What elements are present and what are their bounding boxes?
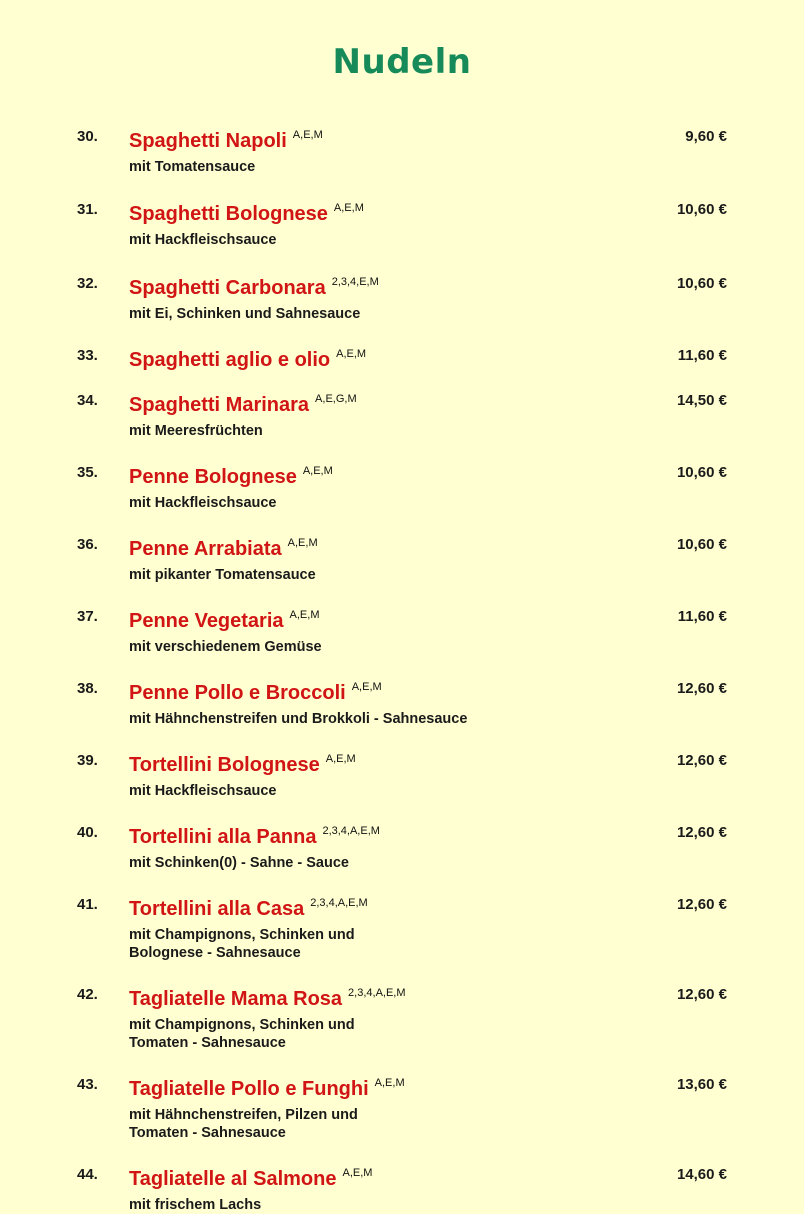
dish-price: 10,60 € [676,464,727,481]
menu-list [0,104,804,1214]
dish-price: 11,60 € [677,347,727,364]
dish-price: 12,60 € [676,824,727,841]
item-content [129,674,647,728]
dish-description: mit Meeresfrüchten [129,423,263,439]
item-number: 43. [77,1076,98,1093]
item-name-line [129,1160,647,1194]
item-number: 37. [77,608,98,625]
dish-description: mit Hackfleischsauce [129,495,277,511]
allergen-codes: A,E,M [336,348,367,360]
dish-name: Tagliatelle al Salmone [129,1168,337,1190]
item-name-line [129,746,647,780]
item-name-line [129,890,647,924]
dish-name: Tortellini alla Panna [129,826,317,848]
dish-description: mit Champignons, Schinken und Bolognese - Sahnesauce [129,927,355,961]
item-number: 41. [77,896,98,913]
menu-item [0,458,804,512]
item-name-line [129,980,647,1014]
allergen-codes: A,E,M [287,537,318,549]
dish-description: mit Champignons, Schinken und Tomaten - Sahnesauce [129,1017,355,1051]
menu-item [0,269,804,323]
dish-name: Spaghetti Carbonara [129,277,326,299]
dish-name: Penne Vegetaria [129,610,284,632]
dish-description: mit verschiedenem Gemüse [129,639,322,655]
item-name-line [129,674,647,708]
allergen-codes: A,E,M [302,465,333,477]
allergen-codes: A,E,M [374,1077,405,1089]
item-name-line [129,122,647,156]
item-content [129,1070,647,1142]
dish-description: mit Hähnchenstreifen, Pilzen und Tomaten - Sahnesauce [129,1107,358,1141]
item-content [129,890,647,962]
menu-item [0,386,804,440]
item-number: 39. [77,752,98,769]
item-number: 34. [77,392,98,409]
item-content [129,386,647,440]
item-content [129,1160,647,1214]
page-title: Nudeln [332,42,472,82]
dish-name: Spaghetti Marinara [129,394,310,416]
dish-description: mit Hähnchenstreifen und Brokkoli - Sahnesauce [129,711,468,727]
menu-item [0,341,804,375]
menu-item [0,980,804,1052]
item-content [129,269,647,323]
allergen-codes: A,E,G,M [315,393,357,405]
dish-price: 14,50 € [676,392,727,409]
item-content [129,818,647,872]
dish-name: Tortellini Bolognese [129,754,320,776]
dish-name: Penne Bolognese [129,466,297,488]
allergen-codes: A,E,M [351,681,382,693]
item-content [129,458,647,512]
dish-description: mit Hackfleischsauce [129,783,277,799]
menu-item [0,674,804,728]
item-number: 31. [77,201,98,218]
item-content [129,980,647,1052]
item-name-line [129,386,647,420]
allergen-codes: A,E,M [333,202,364,214]
dish-name: Spaghetti Bolognese [129,203,328,225]
allergen-codes: 2,3,4,A,E,M [348,987,406,999]
dish-price: 10,60 € [676,201,727,218]
item-name-line [129,341,647,375]
dish-description: mit Schinken(0) - Sahne - Sauce [129,855,349,871]
dish-description: mit Hackfleischsauce [129,232,277,248]
menu-item [0,1160,804,1214]
item-number: 42. [77,986,98,1003]
item-content [129,602,647,656]
item-number: 33. [77,347,98,364]
item-number: 40. [77,824,98,841]
dish-price: 9,60 € [685,128,727,145]
item-number: 32. [77,275,98,292]
menu-item [0,530,804,584]
dish-name: Spaghetti aglio e olio [129,349,331,371]
item-number: 30. [77,128,98,145]
dish-price: 10,60 € [676,536,727,553]
item-name-line [129,530,647,564]
menu-item [0,818,804,872]
menu-item [0,122,804,176]
item-number: 35. [77,464,98,481]
dish-name: Tortellini alla Casa [129,898,305,920]
item-name-line [129,602,647,636]
dish-name: Penne Pollo e Broccoli [129,682,346,704]
menu-item [0,890,804,962]
allergen-codes: 2,3,4,A,E,M [310,897,368,909]
item-content [129,530,647,584]
allergen-codes: A,E,M [325,753,356,765]
allergen-codes: A,E,M [289,609,320,621]
dish-description: mit Ei, Schinken und Sahnesauce [129,306,361,322]
allergen-codes: A,E,M [292,129,323,141]
dish-name: Tagliatelle Mama Rosa [129,988,343,1010]
menu-item [0,746,804,800]
allergen-codes: 2,3,4,E,M [331,276,379,288]
item-content [129,122,647,176]
allergen-codes: A,E,M [342,1167,373,1179]
menu-item [0,602,804,656]
dish-price: 12,60 € [676,896,727,913]
menu-item [0,1070,804,1142]
item-name-line [129,458,647,492]
item-number: 38. [77,680,98,697]
item-number: 36. [77,536,98,553]
dish-name: Spaghetti Napoli [129,130,287,152]
dish-description: mit frischem Lachs [129,1197,262,1213]
item-number: 44. [77,1166,98,1183]
item-content [129,746,647,800]
dish-price: 12,60 € [676,752,727,769]
dish-description: mit Tomatensauce [129,159,256,175]
dish-name: Penne Arrabiata [129,538,282,560]
menu-item [0,195,804,249]
allergen-codes: 2,3,4,A,E,M [322,825,380,837]
item-name-line [129,195,647,229]
item-content [129,341,647,375]
item-content [129,195,647,249]
item-name-line [129,818,647,852]
dish-price: 10,60 € [676,275,727,292]
dish-price: 14,60 € [676,1166,727,1183]
dish-price: 11,60 € [677,608,727,625]
dish-name: Tagliatelle Pollo e Funghi [129,1078,369,1100]
dish-price: 12,60 € [676,680,727,697]
dish-price: 12,60 € [676,986,727,1003]
item-name-line [129,269,647,303]
dish-description: mit pikanter Tomatensauce [129,567,316,583]
dish-price: 13,60 € [676,1076,727,1093]
item-name-line [129,1070,647,1104]
